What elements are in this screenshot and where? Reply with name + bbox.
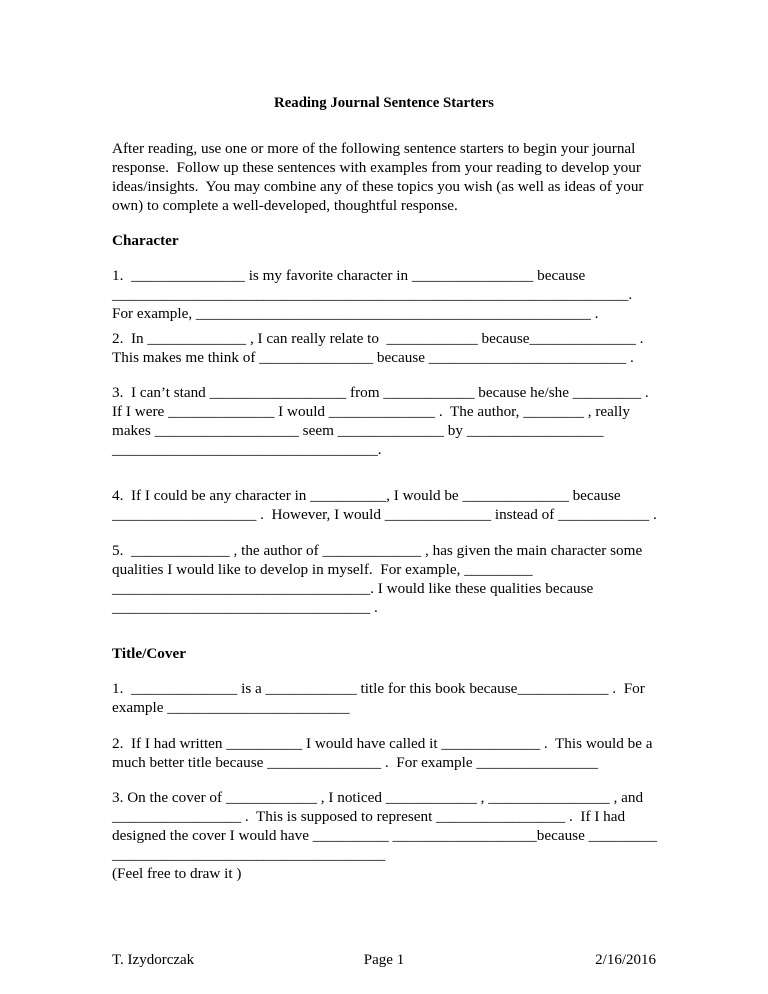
item-line: 3. I can’t stand __________________ from ____________ because he/she _________ .: [112, 384, 649, 401]
document-title: Reading Journal Sentence Starters: [274, 95, 494, 111]
title-cover-item-1: [112, 679, 672, 717]
intro-line: own) to complete a well-developed, thoughtful response.: [112, 197, 458, 214]
intro-paragraph: [112, 139, 672, 215]
intro-line: ideas/insights. You may combine any of these topics you wish (as well as ideas of your: [112, 178, 644, 195]
item-line: 1. ______________ is a ____________ title for this book because____________ . For: [112, 680, 645, 697]
footer-date: 2/16/2016: [595, 952, 656, 968]
item-line: This makes me think of _______________ because __________________________ .: [112, 349, 634, 366]
item-line: 2. In _____________ , I can really relate to ____________ because______________ .: [112, 330, 644, 347]
item-line: If I were ______________ I would ______________ . The author, ________ , really: [112, 403, 630, 420]
item-line: 5. _____________ , the author of _____________ , has given the main character some: [112, 542, 643, 559]
item-line: ____________________________________: [112, 846, 386, 863]
item-line: For example, ____________________________________________________ .: [112, 305, 599, 322]
item-line: qualities I would like to develop in myself. For example, _________: [112, 561, 533, 578]
item-line: 4. If I could be any character in __________, I would be ______________ because: [112, 487, 621, 504]
character-item-3: [112, 383, 672, 459]
title-cover-item-3: [112, 788, 672, 883]
item-line: ___________________ . However, I would ______________ instead of ____________ .: [112, 506, 657, 523]
section-heading-title-cover: Title/Cover: [112, 645, 186, 662]
item-line: much better title because _______________ . For example ________________: [112, 754, 598, 771]
section-heading-character: Character: [112, 232, 179, 249]
item-line: designed the cover I would have __________ ___________________because _________: [112, 827, 657, 844]
item-line: 1. _______________ is my favorite character in ________________ because: [112, 267, 586, 284]
character-item-5: [112, 541, 672, 617]
character-item-2: [112, 329, 672, 367]
title-cover-item-2: [112, 734, 672, 772]
intro-line: After reading, use one or more of the following sentence starters to begin your journal: [112, 140, 636, 157]
item-line: (Feel free to draw it ): [112, 865, 242, 882]
item-line: ____________________________________________________________________.: [112, 286, 633, 303]
item-line: example ________________________: [112, 699, 350, 716]
item-line: __________________________________. I would like these qualities because: [112, 580, 594, 597]
intro-line: response. Follow up these sentences with examples from your reading to develop your: [112, 159, 641, 176]
footer-author: T. Izydorczak: [112, 952, 195, 968]
item-line: 3. On the cover of ____________ , I noticed ____________ , ________________ , and: [112, 789, 644, 806]
item-line: __________________________________ .: [112, 599, 378, 616]
item-line: _________________ . This is supposed to represent _________________ . If I had: [112, 808, 626, 825]
character-item-4: [112, 486, 672, 524]
footer-page-number: Page 1: [363, 952, 405, 968]
character-item-1: [112, 266, 672, 323]
item-line: ___________________________________.: [112, 441, 382, 458]
item-line: makes ___________________ seem ______________ by __________________: [112, 422, 604, 439]
item-line: 2. If I had written __________ I would have called it _____________ . This would be a: [112, 735, 653, 752]
